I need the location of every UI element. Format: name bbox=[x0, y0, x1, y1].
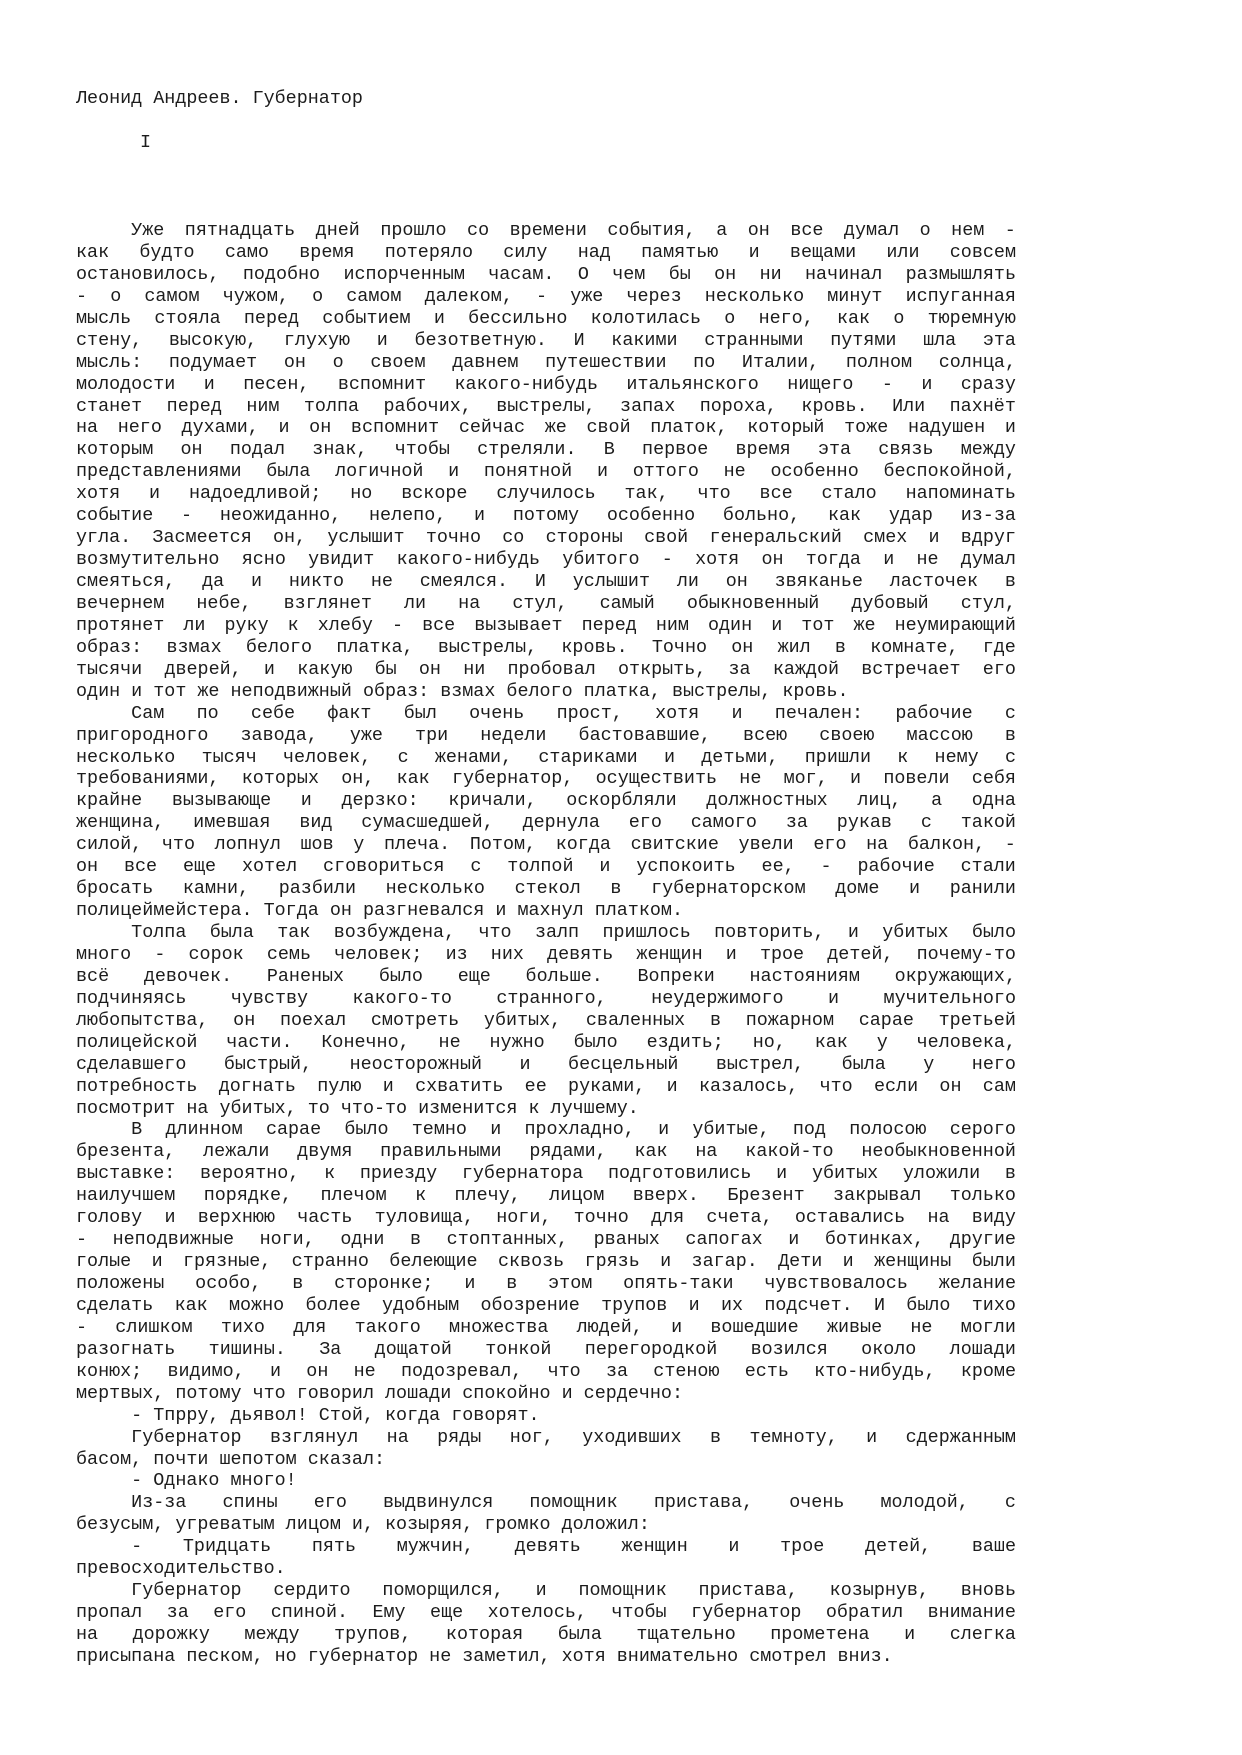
text-line: - слишком тихо для такого множества людей, и вошедшие живые не могли bbox=[76, 1316, 1016, 1338]
text-line: стену, высокую, глухую и безответную. И какими странными путями шла эта bbox=[76, 329, 1016, 351]
text-line: - неподвижные ноги, одни в стоптанных, рваных сапогах и ботинках, другие bbox=[76, 1229, 1016, 1251]
text-line: мысль: подумает он о своем давнем путешествии по Италии, полном солнца, bbox=[76, 351, 1016, 373]
text-line: угла. Засмеется он, услышит точно со стороны свой генеральский смех и вдруг bbox=[76, 527, 1016, 549]
text-line: всё девочек. Раненых было еще больше. Вопреки настояниям окружающих, bbox=[76, 965, 1016, 987]
text-line: остановилось, подобно испорченным часам. О чем бы он ни начинал размышлять bbox=[76, 263, 1016, 285]
text-line: конюх; видимо, и он не подозревал, что за стеною есть кто-нибудь, кроме bbox=[76, 1360, 1016, 1382]
text-line: полицеймейстера. Тогда он разгневался и махнул платком. bbox=[76, 900, 683, 922]
text-line: молодости и песен, вспомнит какого-нибудь итальянского нищего - и сразу bbox=[76, 373, 1016, 395]
text-line: станет перед ним толпа рабочих, выстрелы, запах пороха, кровь. Или пахнёт bbox=[76, 395, 1016, 417]
text-line: Губернатор взглянул на ряды ног, уходивших в темноту, и сдержанным bbox=[76, 1426, 1016, 1448]
text-line: В длинном сарае было темно и прохладно, и убитые, под полосою серого bbox=[76, 1119, 1016, 1141]
text-line: протянет ли руку к хлебу - все вызывает перед ним один и тот же неумирающий bbox=[76, 614, 1016, 636]
chapter-heading: I bbox=[140, 132, 152, 153]
text-line: полицейской части. Конечно, не нужно было ездить; но, как у человека, bbox=[76, 1031, 1016, 1053]
text-line: присыпана песком, но губернатор не заметил, хотя внимательно смотрел вниз. bbox=[76, 1645, 893, 1667]
text-line: несколько тысяч человек, с женами, стариками и детьми, пришли к нему с bbox=[76, 746, 1016, 768]
text-line: представлениями была логичной и понятной и оттого не особенно беспокойной, bbox=[76, 461, 1016, 483]
text-line: подчиняясь чувству какого-то странного, неудержимого и мучительного bbox=[76, 987, 1016, 1009]
text-line: на дорожку между трупов, которая была тщательно прометена и слегка bbox=[76, 1624, 1016, 1645]
text-line: - Тридцать пять мужчин, девять женщин и трое детей, ваше bbox=[76, 1536, 1016, 1558]
text-line: басом, почти шепотом сказал: bbox=[76, 1448, 386, 1470]
text-line: любопытства, он поехал смотреть убитых, сваленных в пожарном сарае третьей bbox=[76, 1009, 1016, 1031]
text-line: посмотрит на убитых, то что-то изменится к лучшему. bbox=[76, 1097, 639, 1119]
text-line: возмутительно ясно увидит какого-нибудь убитого - хотя он тогда и не думал bbox=[76, 549, 1016, 571]
text-line: событие - неожиданно, нелепо, и потому особенно больно, как удар из-за bbox=[76, 505, 1016, 527]
text-line: крайне вызывающе и дерзко: кричали, оскорбляли должностных лиц, а одна bbox=[76, 790, 1016, 812]
text-line: как будто само время потеряло силу над памятью и вещами или совсем bbox=[76, 241, 1016, 263]
text-line: которым он подал знак, чтобы стреляли. В первое время эта связь между bbox=[76, 439, 1016, 461]
text-line: потребность догнать пулю и схватить ее руками, и казалось, что если он сам bbox=[76, 1075, 1016, 1097]
text-line: сделать как можно более удобным обозрение трупов и их подсчет. И было тихо bbox=[76, 1294, 1016, 1316]
text-line: бросать камни, разбили несколько стекол в губернаторском доме и ранили bbox=[76, 878, 1016, 900]
text-line: разогнать тишины. За дощатой тонкой перегородкой возился около лошади bbox=[76, 1338, 1016, 1360]
text-line: силой, что лопнул шов у плеча. Потом, когда свитские увели его на балкон, - bbox=[76, 834, 1016, 856]
document-body bbox=[76, 220, 1016, 1668]
text-line: Уже пятнадцать дней прошло со времени события, а он все думал о нем - bbox=[76, 220, 1016, 241]
text-line: брезента, лежали двумя правильными рядами, как на какой-то необыкновенной bbox=[76, 1141, 1016, 1163]
text-line: пригородного завода, уже три недели бастовавшие, всею своею массою в bbox=[76, 724, 1016, 746]
text-line: - Тпрру, дьявол! Стой, когда говорят. bbox=[76, 1404, 540, 1426]
text-line: женщина, имевшая вид сумасшедшей, дернула его самого за рукав с такой bbox=[76, 812, 1016, 834]
text-line: хотя и надоедливой; но вскоре случилось так, что все стало напоминать bbox=[76, 483, 1016, 505]
text-line: положены особо, в сторонке; и в этом опять-таки чувствовалось желание bbox=[76, 1273, 1016, 1294]
text-line: Из-за спины его выдвинулся помощник пристава, очень молодой, с bbox=[76, 1492, 1016, 1514]
text-line: образ: взмах белого платка, выстрелы, кровь. Точно он жил в комнате, где bbox=[76, 636, 1016, 658]
text-line: он все еще хотел сговориться с толпой и успокоить ее, - рабочие стали bbox=[76, 856, 1016, 878]
text-line: тысячи дверей, и какую бы он ни пробовал открыть, за каждой встречает его bbox=[76, 658, 1016, 680]
text-line: один и тот же неподвижный образ: взмах белого платка, выстрелы, кровь. bbox=[76, 680, 849, 702]
text-line: на него духами, и он вспомнит сейчас же свой платок, который тоже надушен и bbox=[76, 417, 1016, 439]
text-line: безусым, угреватым лицом и, козыряя, громко доложил: bbox=[76, 1514, 650, 1536]
text-line: вечернем небе, взглянет ли на стул, самый обыкновенный дубовый стул, bbox=[76, 592, 1016, 614]
text-line: голову и верхнюю часть туловища, ноги, точно для счета, оставались на виду bbox=[76, 1207, 1016, 1229]
text-line: Сам по себе факт был очень прост, хотя и печален: рабочие с bbox=[76, 702, 1016, 724]
text-line: сделавшего быстрый, неосторожный и бесцельный выстрел, была у него bbox=[76, 1053, 1016, 1075]
text-line: - Однако много! bbox=[76, 1470, 297, 1492]
text-line: смеяться, да и никто не смеялся. И услышит ли он звяканье ласточек в bbox=[76, 571, 1016, 592]
text-line: мысль стояла перед событием и бессильно колотилась о него, как о тюремную bbox=[76, 307, 1016, 329]
text-line: выставке: вероятно, к приезду губернатора подготовились и убитых уложили в bbox=[76, 1163, 1016, 1185]
text-line: Толпа была так возбуждена, что залп пришлось повторить, и убитых было bbox=[76, 922, 1016, 943]
text-line: пропал за его спиной. Ему еще хотелось, чтобы губернатор обратил внимание bbox=[76, 1602, 1016, 1624]
text-line: превосходительство. bbox=[76, 1558, 286, 1580]
text-line: мертвых, потому что говорил лошади спокойно и сердечно: bbox=[76, 1382, 683, 1404]
text-line: Губернатор сердито поморщился, и помощник пристава, козырнув, вновь bbox=[76, 1580, 1016, 1602]
text-line: голые и грязные, странно белеющие сквозь грязь и загар. Дети и женщины были bbox=[76, 1251, 1016, 1273]
text-line: требованиями, которых он, как губернатор, осуществить не мог, и повели себя bbox=[76, 768, 1016, 790]
text-line: много - сорок семь человек; из них девять женщин и трое детей, почему-то bbox=[76, 943, 1016, 965]
document-title: Леонид Андреев. Губернатор bbox=[76, 88, 363, 109]
text-line: наилучшем порядке, плечом к плечу, лицом вверх. Брезент закрывал только bbox=[76, 1185, 1016, 1207]
text-line: - о самом чужом, о самом далеком, - уже через несколько минут испуганная bbox=[76, 285, 1016, 307]
